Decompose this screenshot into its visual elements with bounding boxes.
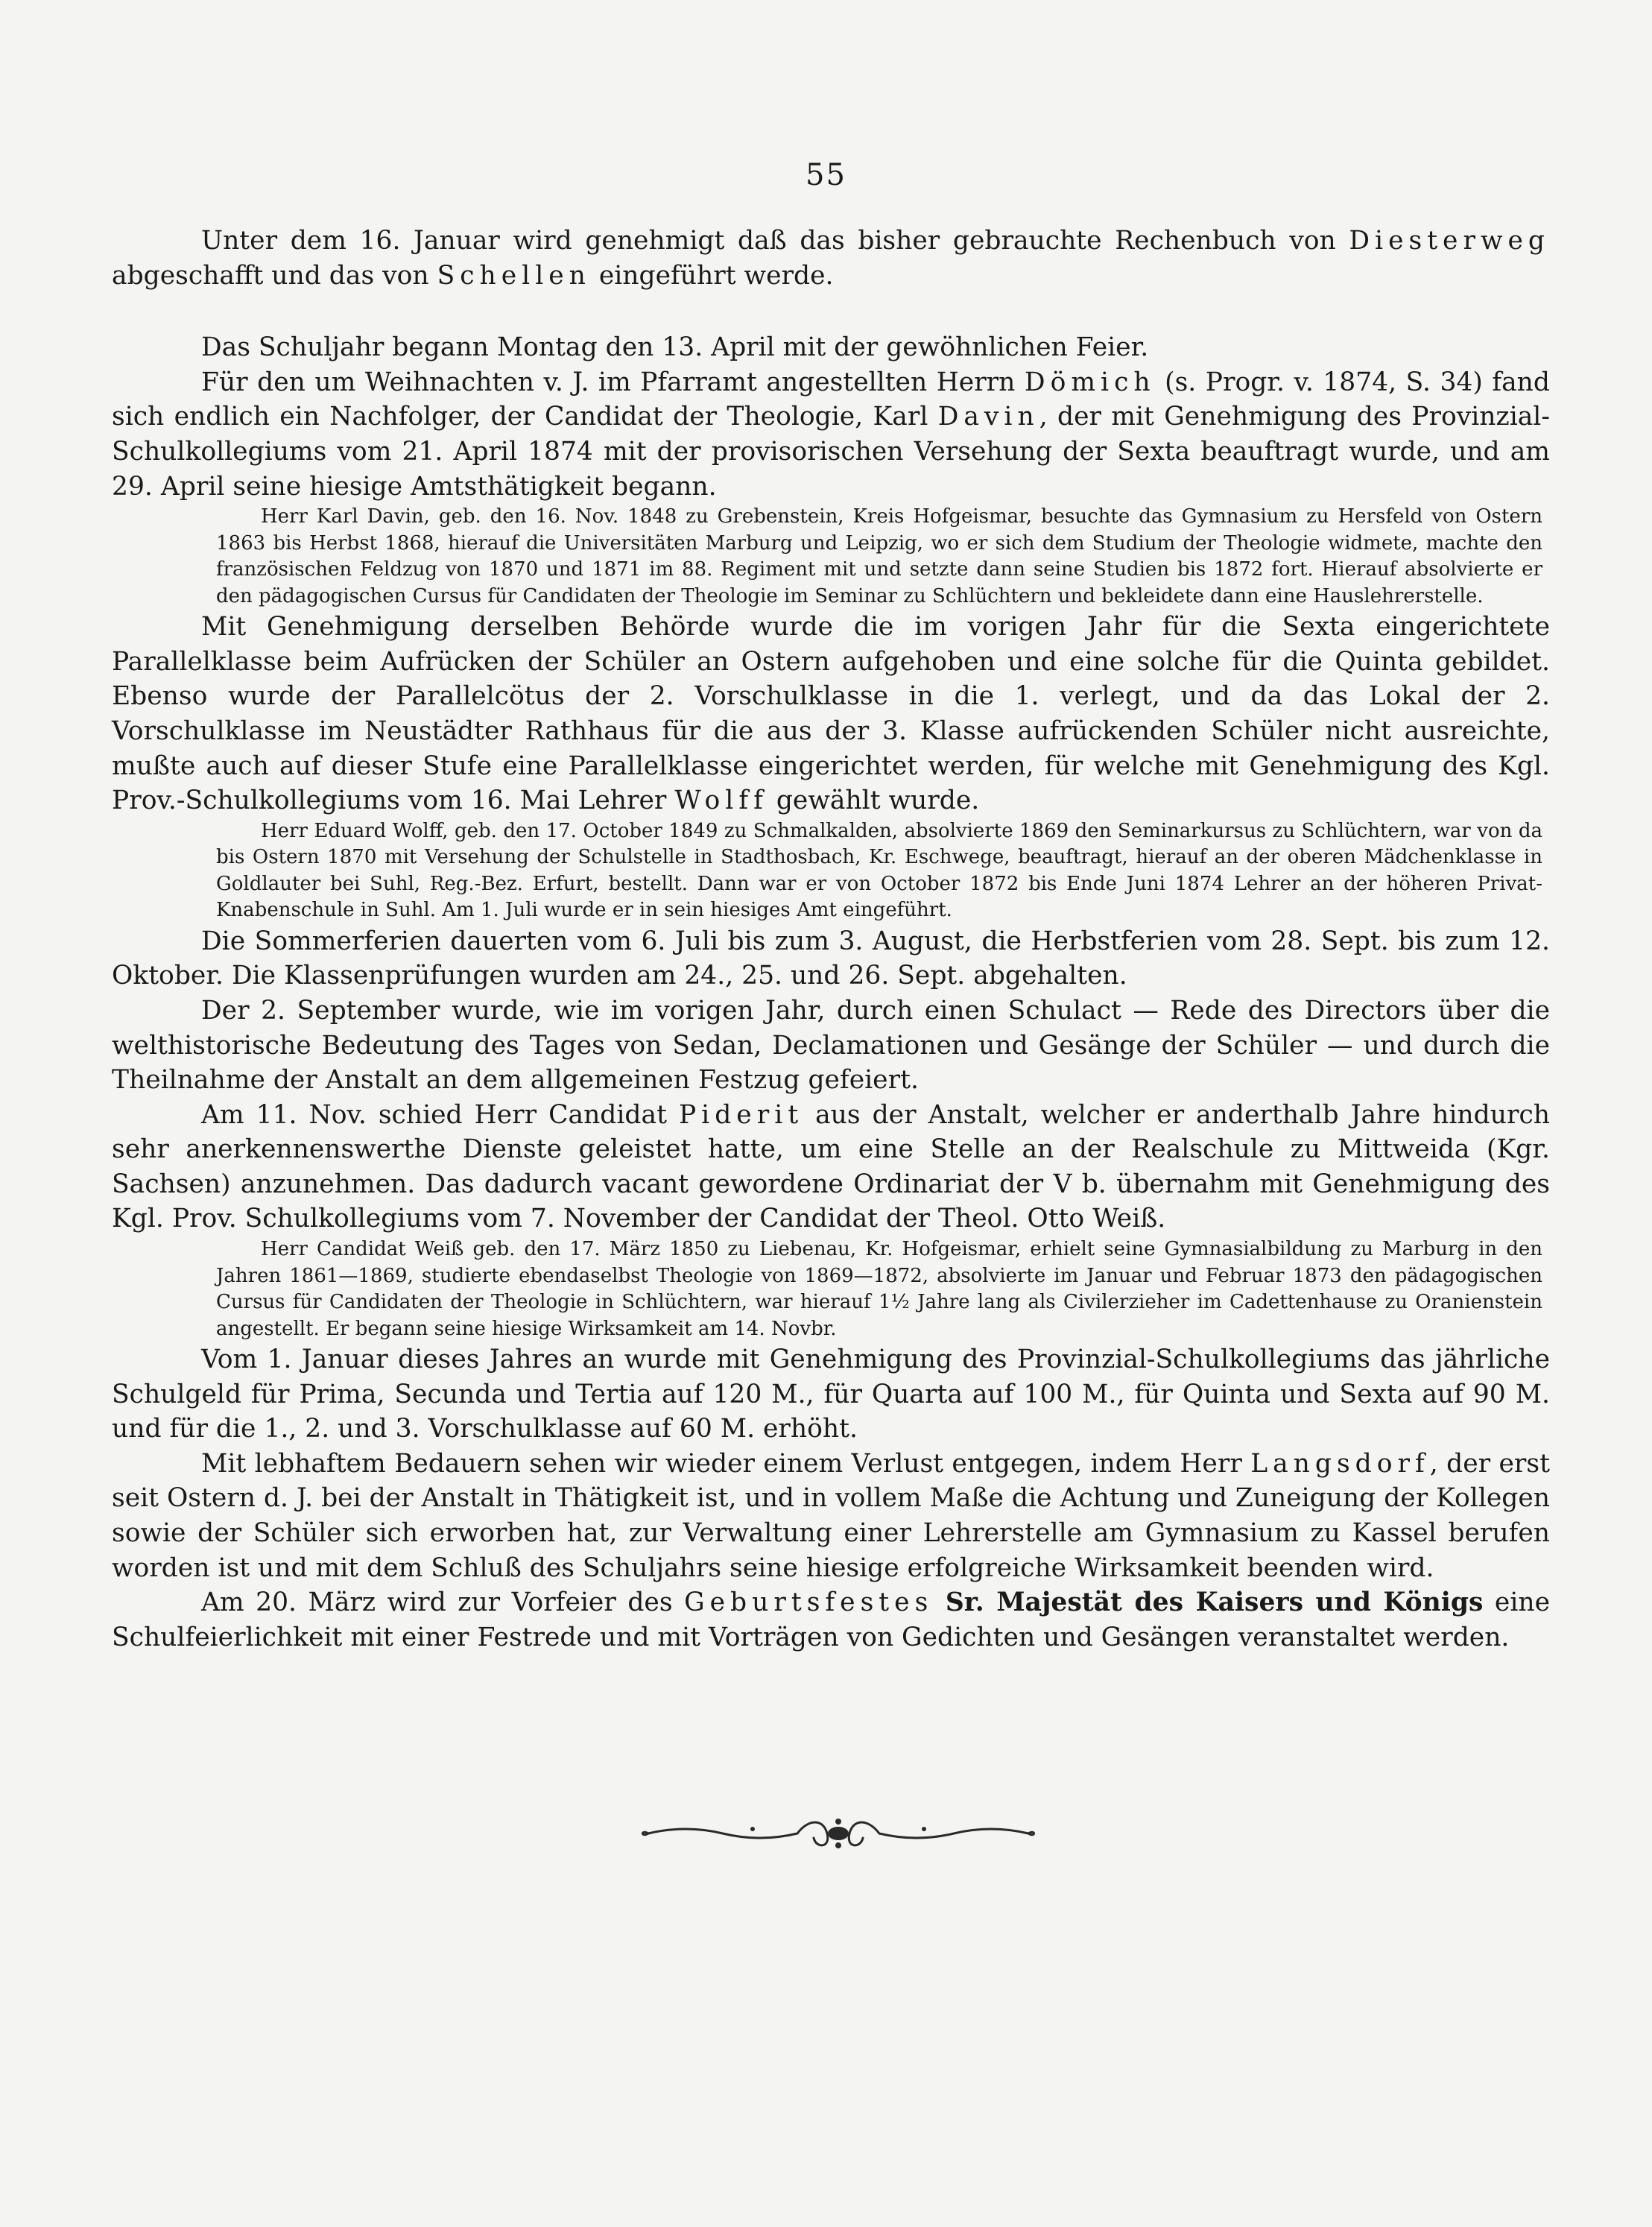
paragraph-langsdorf: [112, 1447, 1550, 1585]
emphasized-name: Piderit: [678, 1099, 804, 1130]
ornament-divider-icon: [641, 1811, 1036, 1856]
text-run: , der erst seit Ostern d. J. bei der Anstalt in Thätigkeit ist, und in vollem Maße die Achtung und Zuneigung der Kollegen sowie der Schüler sich erworben hat, zur Verwaltung einer Lehrerstelle am Gymnasium zu Kassel berufen worden ist und mit dem Schluß des Schuljahrs seine hiesige erfolgreiche Wirksamkeit beenden wird.: [112, 1448, 1550, 1583]
text-run: eine Schulfeierlichkeit mit einer Festrede und mit Vorträgen von Gedichten und Gesängen veranstaltet werden.: [112, 1588, 1550, 1652]
text-run: , der mit Genehmigung des Provinzial-Schulkollegiums vom 21. April 1874 mit der provisorischen Versehung der Sexta beauftragt wurde, und am 29. April seine hiesige Amtsthätigkeit begann.: [112, 402, 1550, 502]
text-run: Mit lebhaftem Bedauern sehen wir wieder einem Verlust entgegen, indem Herr: [201, 1448, 1251, 1479]
paragraph-davin: [112, 365, 1550, 504]
paragraph-rechenbuch: [112, 224, 1550, 293]
footnote-wolff: Herr Eduard Wolff, geb. den 17. October 1849 zu Schmalkalden, absolvierte 1869 den Seminarkursus zu Schlüchtern, war von da bis Ostern 1870 mit Versehung der Schulstelle in Stadthosbach, Kr. Eschwege, beauftragt, hierauf an der oberen Mädchenklasse in Goldlauter bei Suhl, Reg.-Bez. Erfurt, bestellt. Dann war er von October 1872 bis Ende Juni 1874 Lehrer an der höheren Privat-Knabenschule in Suhl. Am 1. Juli wurde er in sein hiesiges Amt eingeführt.: [216, 819, 1542, 922]
text-run: Am 11. Nov. schied Herr Candidat: [201, 1099, 679, 1130]
paragraph-parallelklasse: [112, 610, 1550, 818]
paragraph-schuljahr: Das Schuljahr begann Montag den 13. April mit der gewöhnlichen Feier.: [201, 332, 1149, 363]
paragraph-geburtsfest: [112, 1585, 1550, 1655]
bold-title: Sr. Majestät des Kaisers und Königs: [933, 1588, 1484, 1618]
footnote-davin: Herr Karl Davin, geb. den 16. Nov. 1848 zu Grebenstein, Kreis Hofgeismar, besuchte das Gymnasium zu Hersfeld von Ostern 1863 bis Herbst 1868, hierauf die Universitäten Marburg und Leipzig, wo er sich dem Studium der Theologie widmete, machte den französischen Feldzug von 1870 und 1871 im 88. Regiment mit und setzte dann seine Studien bis 1872 fort. Hierauf absolvierte er den pädagogischen Cursus für Candidaten der Theologie im Seminar zu Schlüchtern und bekleidete dann eine Hauslehrerstelle.: [216, 505, 1542, 607]
paragraph-gap: [112, 293, 1550, 330]
page-number: 55: [806, 158, 846, 192]
text-run: Unter dem 16. Januar wird genehmigt daß das bisher gebrauchte Rechenbuch von: [201, 226, 1349, 256]
emphasized-name: Davin: [937, 402, 1039, 432]
paragraph-ferien: Die Sommerferien dauerten vom 6. Juli bis zum 3. August, die Herbstferien vom 28. Sept. bis zum 12. Oktober. Die Klassenprüfungen wurden am 24., 25. und 26. Sept. abgehalten.: [112, 926, 1550, 991]
paragraph-piderit: [112, 1098, 1550, 1236]
text-run: eingeführt werde.: [590, 260, 834, 291]
emphasized-name: Schellen: [437, 260, 591, 291]
text-run: Mit Genehmigung derselben Behörde wurde die im vorigen Jahr für die Sexta eingerichtete Parallelklasse beim Aufrücken der Schüler an Ostern aufgehoben und eine solche für die Quinta gebildet. Ebenso wurde der Parallelcötus der 2. Vorschulklasse in die 1. verlegt, und da das Lokal der 2. Vorschulklasse im Neustädter Rathhaus für die aus der 3. Klasse aufrückenden Schüler nicht ausreichte, mußte auch auf dieser Stufe eine Parallelklasse eingerichtet werden, für welche mit Genehmigung des Kgl. Prov.-Schulkollegiums vom 16. Mai Lehrer: [112, 612, 1550, 816]
text-run: Am 20. März wird zur Vorfeier des: [201, 1588, 685, 1618]
emphasized-name: Geburtsfestes: [684, 1588, 934, 1618]
emphasized-name: Dömich: [1024, 367, 1156, 397]
emphasized-name: Wolff: [674, 786, 768, 816]
paragraph-sedan: Der 2. September wurde, wie im vorigen Jahr, durch einen Schulact — Rede des Directors über die welthistorische Bedeutung des Tages von Sedan, Declamationen und Gesänge der Schüler — und durch die Theilnahme der Anstalt an dem allgemeinen Festzug gefeiert.: [112, 995, 1550, 1096]
text-run: Für den um Weihnachten v. J. im Pfarramt angestellten Herrn: [201, 367, 1025, 397]
emphasized-name: Langsdorf: [1250, 1448, 1430, 1479]
footnote-weiss: Herr Candidat Weiß geb. den 17. März 1850 zu Liebenau, Kr. Hofgeismar, erhielt seine Gymnasialbildung zu Marburg in den Jahren 1861—1869, studierte ebendaselbst Theologie von 1869—1872, absolvierte im Januar und Februar 1873 den pädagogischen Cursus für Candidaten der Theologie in Schlüchtern, war hierauf 1½ Jahre lang als Civilerzieher im Cadettenhause zu Oranienstein angestellt. Er begann seine hiesige Wirksamkeit am 14. Novbr.: [216, 1238, 1542, 1340]
text-run: gewählt wurde.: [768, 786, 980, 816]
emphasized-name: Diesterweg: [1349, 226, 1550, 256]
text-run: (s. Progr. v. 1874, S. 34) fand sich endlich ein Nachfolger, der Candidat der Theologie, Karl: [112, 367, 1550, 432]
text-run: abgeschafft und das von: [112, 260, 437, 291]
text-run: aus der Anstalt, welcher er anderthalb Jahre hindurch sehr anerkennenswerthe Dienste geleistet hatte, um eine Stelle an der Realschule zu Mittweida (Kgr. Sachsen) anzunehmen. Das dadurch vacant gewordene Ordinariat der V b. übernahm mit Genehmigung des Kgl. Prov. Schulkollegiums vom 7. November der Candidat der Theol. Otto Weiß.: [112, 1099, 1550, 1234]
paragraph-schulgeld: Vom 1. Januar dieses Jahres an wurde mit Genehmigung des Provinzial-Schulkollegiums das jährliche Schulgeld für Prima, Secunda und Tertia auf 120 M., für Quarta auf 100 M., für Quinta und Sexta auf 90 M. und für die 1., 2. und 3. Vorschulklasse auf 60 M. erhöht.: [112, 1345, 1550, 1444]
page-body: [112, 224, 1550, 1655]
